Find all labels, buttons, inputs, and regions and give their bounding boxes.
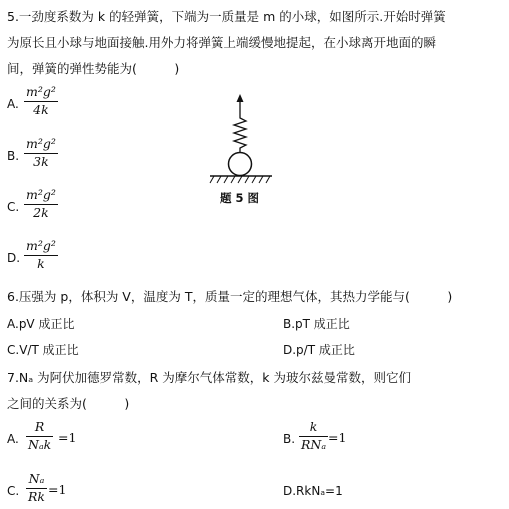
q5-option-b-denominator: 3k xyxy=(33,153,49,169)
q6-option-b: B.pT 成正比 xyxy=(283,317,350,331)
q5-option-d-numerator: m²g² xyxy=(26,238,56,253)
q5-option-a-numerator: m²g² xyxy=(26,84,56,99)
ball xyxy=(229,153,252,176)
q7-option-c-rhs: =1 xyxy=(48,482,67,497)
q5-option-b-label: B. xyxy=(7,149,20,163)
q5-stem-line1: 5.一劲度系数为 k 的轻弹簧，下端为一质量是 m 的小球，如图所示.开始时弹簧 xyxy=(7,9,446,24)
q7-stem-line1: 7.Nₐ 为阿伏加德罗常数，R 为摩尔气体常数，k 为玻尔兹曼常数，则它们 xyxy=(7,370,412,385)
spring xyxy=(234,114,246,152)
q7-option-a-fraction xyxy=(26,421,53,451)
ground-hatching xyxy=(210,176,270,183)
q5-stem-line3: 间，弹簧的弹性势能为( ) xyxy=(7,61,180,76)
q5-option-a-denominator: 4k xyxy=(33,101,49,117)
q7-option-b-denominator: RNₐ xyxy=(301,436,327,452)
q7-option-b-fraction xyxy=(299,421,328,451)
q5-option-c-label: C. xyxy=(7,200,20,214)
q7-option-a-label: A. xyxy=(7,432,19,446)
q5-option-b-numerator: m²g² xyxy=(26,136,56,151)
q7-option-d: D.RkNₐ=1 xyxy=(283,484,343,498)
q7-option-c-numerator: Nₐ xyxy=(28,471,45,486)
q7-option-a-denominator: Nₐk xyxy=(28,436,52,452)
spring-ball-figure xyxy=(200,92,280,202)
q5-option-c-numerator: m²g² xyxy=(26,187,56,202)
q6-option-c: C.V/T 成正比 xyxy=(7,343,79,357)
q5-option-d-denominator: k xyxy=(37,255,45,271)
q5-option-c-fraction xyxy=(24,189,58,219)
q5-option-d-label: D. xyxy=(7,251,21,265)
q5-stem-line2: 为原长且小球与地面接触.用外力将弹簧上端缓慢地提起，在小球离开地面的瞬 xyxy=(7,35,436,50)
q7-option-c-fraction xyxy=(26,473,47,503)
q5-option-c-denominator: 2k xyxy=(33,204,49,220)
figure-caption: 题 5 图 xyxy=(220,191,260,205)
q7-stem-line2: 之间的关系为( ) xyxy=(7,396,130,411)
q7-option-c-label: C. xyxy=(7,484,20,498)
q5-option-a-label: A. xyxy=(7,97,19,111)
q7-option-b-numerator: k xyxy=(309,419,318,434)
q6-stem: 6.压强为 p，体积为 V，温度为 T，质量一定的理想气体，其热力学能与( ) xyxy=(7,289,453,304)
q7-option-c-denominator: Rk xyxy=(28,488,45,504)
q5-option-a-fraction xyxy=(24,86,58,116)
q6-option-d: D.p/T 成正比 xyxy=(283,343,355,357)
q5-option-b-fraction xyxy=(24,138,58,168)
q7-option-a-numerator: R xyxy=(34,419,45,434)
q5-option-d-fraction xyxy=(24,240,58,270)
q7-option-b-label: B. xyxy=(283,432,296,446)
force-arrow-head xyxy=(237,94,244,102)
q7-option-b-rhs: =1 xyxy=(328,430,347,445)
q7-option-a-rhs: =1 xyxy=(58,430,77,445)
q6-option-a: A.pV 成正比 xyxy=(7,317,75,331)
